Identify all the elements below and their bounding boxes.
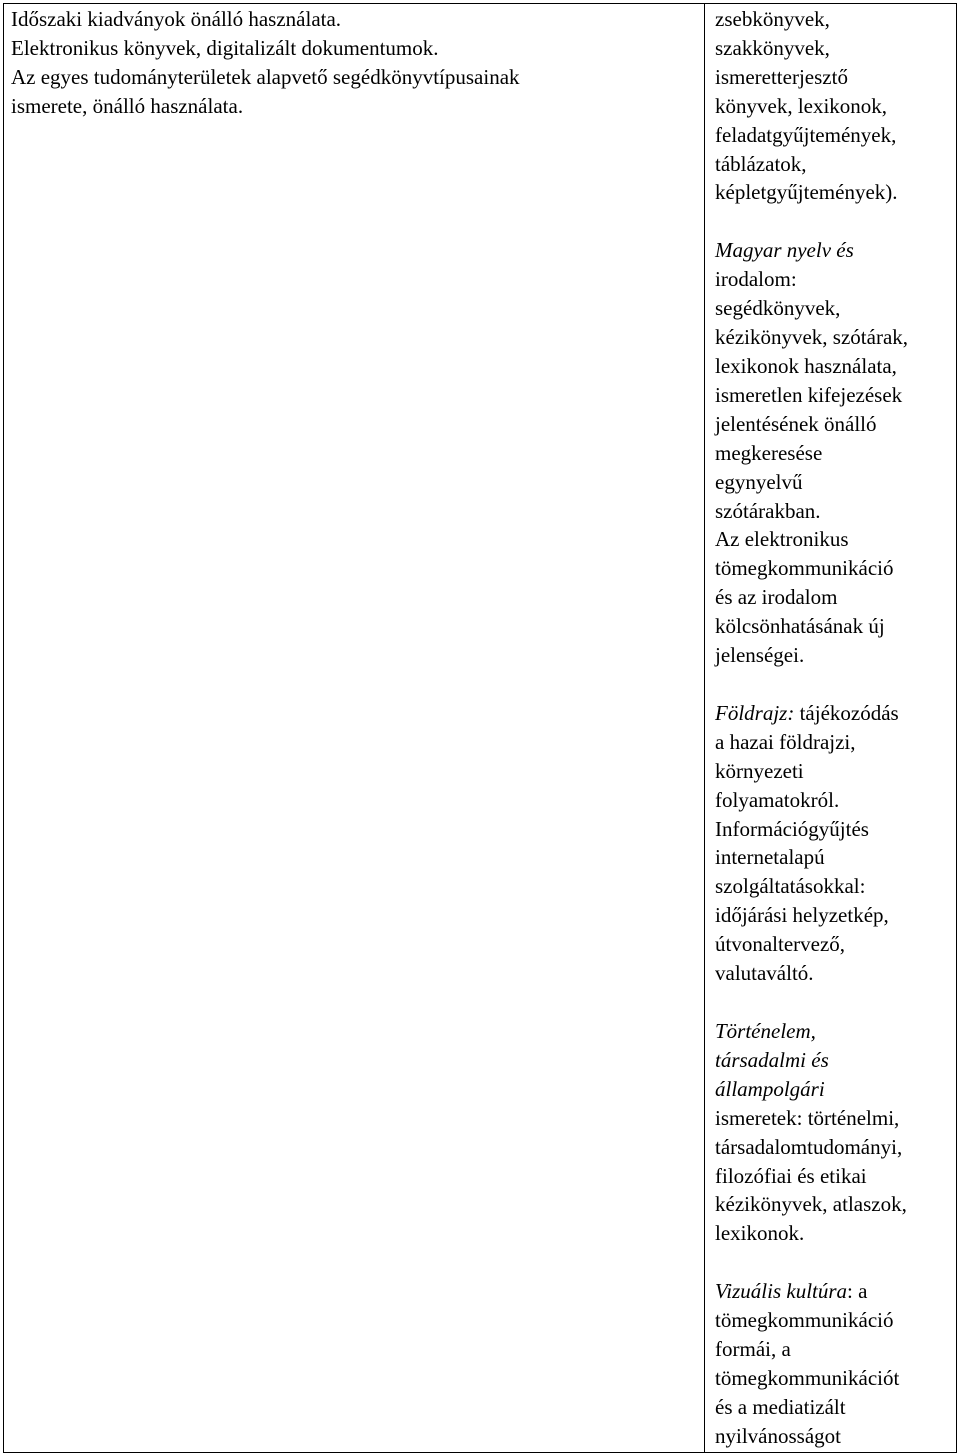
- foldrajz-heading: Földrajz:: [715, 700, 795, 725]
- magyar-line: és az irodalom: [715, 585, 838, 610]
- tortenelem-line: filozófiai és etikai: [715, 1163, 867, 1188]
- intro-line: könyvek, lexikonok,: [715, 93, 888, 118]
- foldrajz-heading-rest: tájékozódás: [794, 700, 899, 725]
- foldrajz-line: útvonaltervező,: [715, 932, 846, 957]
- content-table: [3, 3, 957, 1453]
- foldrajz-line: valutaváltó.: [715, 961, 814, 986]
- left-line: Időszaki kiadványok önálló használata.: [11, 7, 342, 31]
- tortenelem-heading: Történelem,: [715, 1019, 816, 1043]
- vizualis-heading-rest: : a: [847, 1279, 868, 1304]
- intro-line: feladatgyűjtemények,: [715, 122, 897, 147]
- magyar-heading: Magyar nyelv és: [715, 238, 854, 263]
- vizualis-heading: Vizuális kultúra: [715, 1279, 848, 1304]
- magyar-line: ismeretlen kifejezések: [715, 382, 903, 407]
- foldrajz-line: környezeti: [715, 758, 804, 783]
- tortenelem-line: kézikönyvek, atlaszok,: [715, 1192, 907, 1217]
- tortenelem-block: [715, 1017, 952, 1248]
- magyar-line: tömegkommunikáció: [715, 556, 894, 581]
- intro-line: képletgyűjtemények).: [715, 180, 898, 205]
- vizualis-line: formái, a: [715, 1337, 791, 1362]
- foldrajz-line: Információgyűjtés: [715, 816, 869, 841]
- foldrajz-line: szolgáltatásokkal:: [715, 874, 866, 899]
- magyar-line: szótárakban.: [715, 498, 821, 523]
- vizualis-line: nyilvánosságot: [715, 1423, 841, 1448]
- foldrajz-block: [715, 699, 952, 988]
- vizualis-line: tömegkommunikációt: [715, 1365, 900, 1390]
- magyar-line: kézikönyvek, szótárak,: [715, 325, 909, 350]
- magyar-block: [715, 236, 952, 670]
- tortenelem-line: ismeretek: történelmi,: [715, 1105, 900, 1130]
- tortenelem-heading: állampolgári: [715, 1076, 825, 1101]
- magyar-line: Az elektronikus: [715, 527, 849, 552]
- foldrajz-line: folyamatokról.: [715, 787, 840, 812]
- vizualis-block: [715, 1277, 952, 1450]
- vizualis-first-line: [715, 1277, 952, 1306]
- intro-line: szakkönyvek,: [715, 35, 830, 60]
- magyar-line: jelenségei.: [715, 643, 805, 668]
- foldrajz-line: internetalapú: [715, 845, 825, 870]
- foldrajz-first-line: [715, 699, 952, 728]
- intro-line: zsebkönyvek,: [715, 7, 830, 31]
- left-line: Az egyes tudományterületek alapvető segédkönyvtípusainak: [11, 65, 520, 89]
- vizualis-line: tömegkommunikáció: [715, 1308, 894, 1333]
- magyar-line: jelentésének önálló: [715, 411, 877, 436]
- tortenelem-line: társadalomtudományi,: [715, 1134, 903, 1159]
- left-line: Elektronikus könyvek, digitalizált dokumentumok.: [11, 36, 439, 60]
- foldrajz-line: időjárási helyzetkép,: [715, 903, 889, 928]
- magyar-heading-rest: irodalom:: [715, 267, 797, 292]
- right-cell: [705, 4, 956, 1452]
- left-cell: [4, 4, 705, 1452]
- foldrajz-line: a hazai földrajzi,: [715, 729, 856, 754]
- vizualis-line: és a mediatizált: [715, 1394, 846, 1419]
- tortenelem-line: lexikonok.: [715, 1221, 805, 1246]
- magyar-line: egynyelvű: [715, 469, 803, 494]
- intro-line: táblázatok,: [715, 151, 807, 176]
- left-line: ismerete, önálló használata.: [11, 94, 244, 118]
- intro-line: ismeretterjesztő: [715, 64, 848, 89]
- magyar-line: kölcsönhatásának új: [715, 614, 885, 639]
- magyar-line: segédkönyvek,: [715, 296, 841, 321]
- magyar-line: lexikonok használata,: [715, 353, 897, 378]
- intro-block: [715, 5, 952, 207]
- magyar-line: megkeresése: [715, 440, 823, 465]
- tortenelem-heading: társadalmi és: [715, 1047, 829, 1072]
